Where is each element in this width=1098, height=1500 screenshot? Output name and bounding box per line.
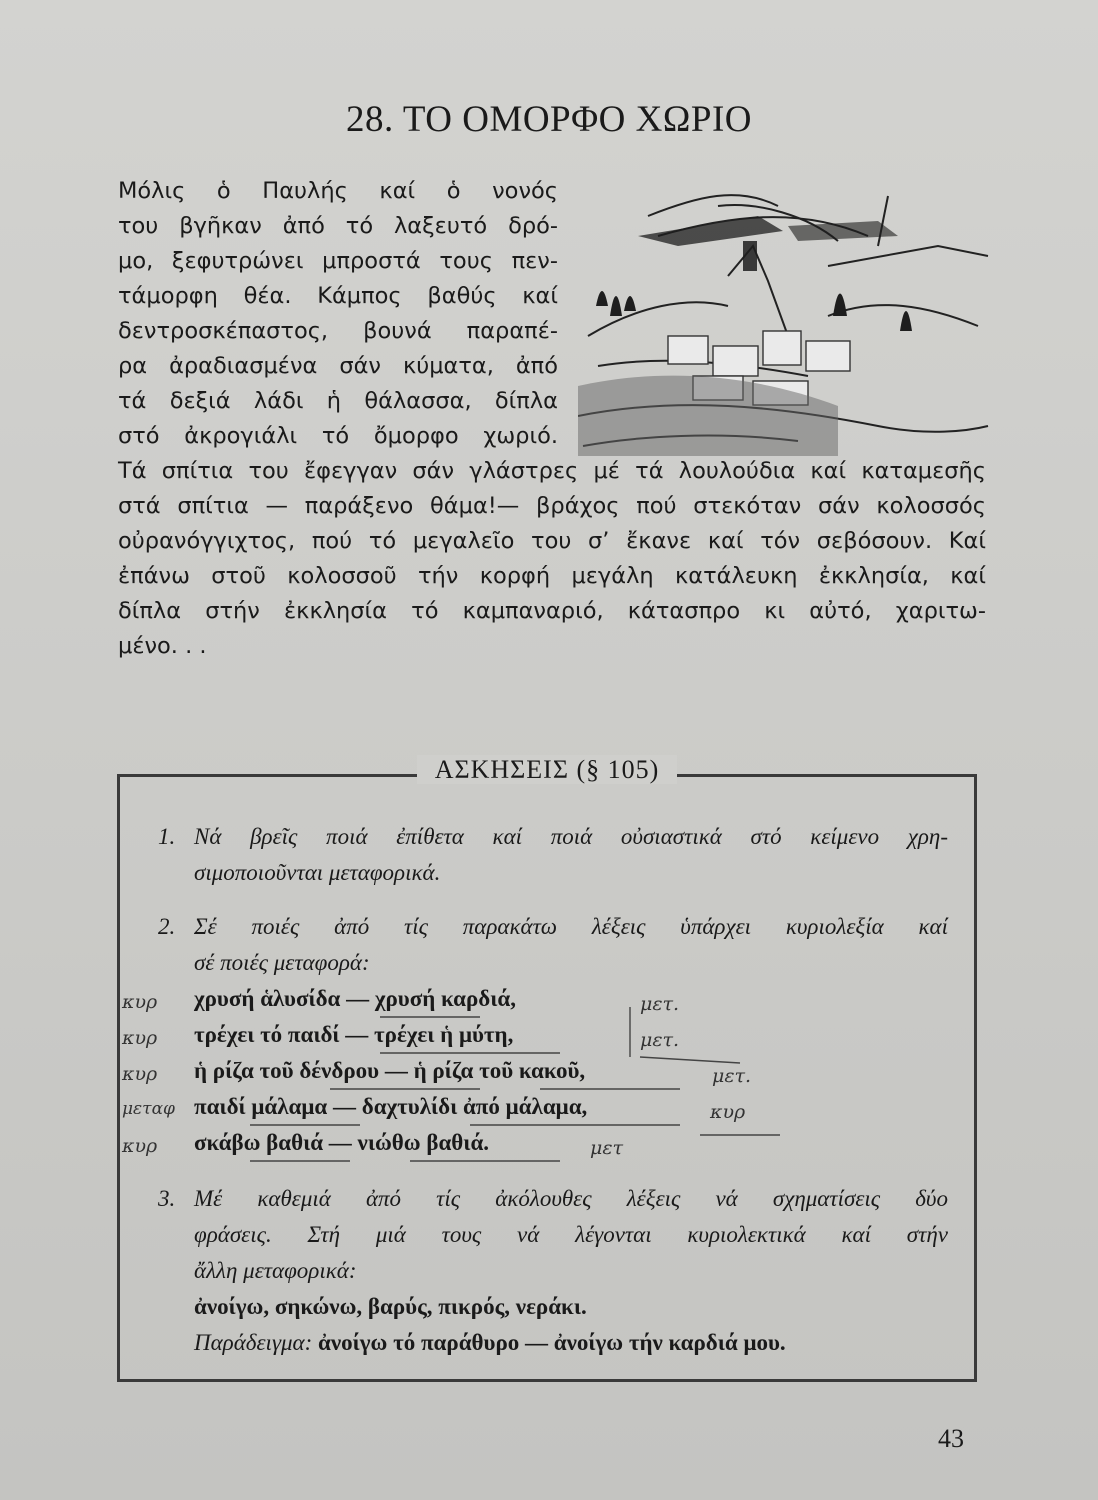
story-line: οὐρανόγγιχτος, πού τό μεγαλεῖο του σ’ ἔκανε καί τόν σεβόσουν. Καί	[118, 528, 986, 554]
exercises-heading: ΑΣΚΗΣΕΙΣ (§ 105)	[417, 755, 678, 784]
exercise-text: σιμοποιοῦνται μεταφορικά.	[194, 860, 441, 885]
handwritten-note: κυρ	[122, 991, 158, 1013]
handwritten-note: μετ.	[640, 1029, 680, 1051]
example-label: Παράδειγμα:	[194, 1330, 313, 1355]
word-pair: παιδί μάλαμα — δαχτυλίδι ἀπό μάλαμα,	[194, 1094, 588, 1119]
story-line: του βγῆκαν ἀπό τό λαξευτό δρό-	[118, 213, 558, 239]
story-line: στό ἀκρογιάλι τό ὄμορφο χωριό.	[118, 423, 558, 449]
story-line: ἐπάνω στοῦ κολοσσοῦ τήν κορφή μεγάλη κατάλευκη ἐκκλησία, καί	[118, 563, 986, 589]
word-pair: χρυσή ἁλυσίδα — χρυσή καρδιά,	[194, 986, 516, 1011]
exercise-text: φράσεις. Στή μιά τους νά λέγονται κυριολεκτικά καί στήν	[194, 1222, 948, 1247]
story-line: τά δεξιά λάδι ἡ θάλασσα, δίπλα	[118, 388, 558, 414]
handwritten-note: κυρ	[710, 1101, 746, 1123]
story-line: Μόλις ὁ Παυλής καί ὁ νονός	[118, 178, 558, 204]
story-line: τάμορφη θέα. Κάμπος βαθύς καί	[118, 283, 558, 309]
example-text: ἀνοίγω τό παράθυρο — ἀνοίγω τήν καρδιά μου.	[318, 1330, 786, 1355]
word-pair: ἡ ρίζα τοῦ δένδρου — ἡ ρίζα τοῦ κακοῦ,	[194, 1058, 586, 1083]
word-pair: τρέχει τό παιδί — τρέχει ἡ μύτη,	[194, 1022, 514, 1047]
story-line: μένο. . .	[118, 633, 207, 659]
exercise-text: Σέ ποιές ἀπό τίς παρακάτω λέξεις ὑπάρχει κυριολεξία καί	[194, 914, 948, 939]
exercise-number: 2.	[158, 914, 176, 939]
story-line: στά σπίτια — παράξενο θάμα!— βράχος πού στεκόταν σάν κολοσσός	[118, 493, 986, 519]
exercise-text: Μέ καθεμιά ἀπό τίς ἀκόλουθες λέξεις νά σχηματίσεις δύο	[194, 1186, 948, 1211]
handwritten-note: κυρ	[122, 1135, 158, 1157]
exercise-text: σέ ποιές μεταφορά:	[194, 950, 370, 975]
exercises-heading-wrap	[120, 755, 974, 785]
story-line: Τά σπίτια του ἔφεγγαν σάν γλάστρες μέ τά λουλούδια καί καταμεσῆς	[118, 458, 986, 484]
handwritten-note: κυρ	[122, 1027, 158, 1049]
story-line: ρα ἀραδιασμένα σάν κύματα, ἀπό	[118, 353, 558, 379]
handwritten-note: κυρ	[122, 1063, 158, 1085]
exercise-1	[158, 819, 948, 891]
story-line: δεντροσκέπαστος, βουνά παραπέ-	[118, 318, 558, 344]
chapter-title: 28. ΤΟ ΟΜΟΡΦΟ ΧΩΡΙΟ	[345, 99, 752, 140]
exercise-number: 1.	[158, 824, 176, 849]
pencil-marks	[180, 1007, 840, 1177]
handwritten-note: μετ.	[640, 993, 680, 1015]
exercise-text: Νά βρεῖς ποιά ἐπίθετα καί ποιά οὐσιαστικά στό κείμενο χρη-	[194, 824, 948, 849]
exercise-text: ἄλλη μεταφορικά:	[194, 1258, 357, 1283]
exercise-3	[158, 1181, 948, 1361]
handwritten-note: μετ.	[712, 1065, 752, 1087]
example-line	[194, 1325, 948, 1361]
page-number: 43	[938, 1424, 964, 1453]
story-line: δίπλα στήν ἐκκλησία τό καμπαναριό, κάτασπρο κι αὐτό, χαριτω-	[118, 598, 986, 624]
story-line: μο, ξεφυτρώνει μπροστά τους πεν-	[118, 248, 558, 274]
handwritten-note: μετ	[590, 1137, 624, 1159]
handwritten-note: μεταφ	[122, 1099, 175, 1119]
word-pair: σκάβω βαθιά — νιώθω βαθιά.	[194, 1130, 490, 1155]
exercise-number: 3.	[158, 1186, 176, 1211]
exercises-box	[117, 755, 977, 1382]
story-text	[118, 174, 986, 664]
exercise-words: ἀνοίγω, σηκώνω, βαρύς, πικρός, νεράκι.	[194, 1294, 587, 1319]
